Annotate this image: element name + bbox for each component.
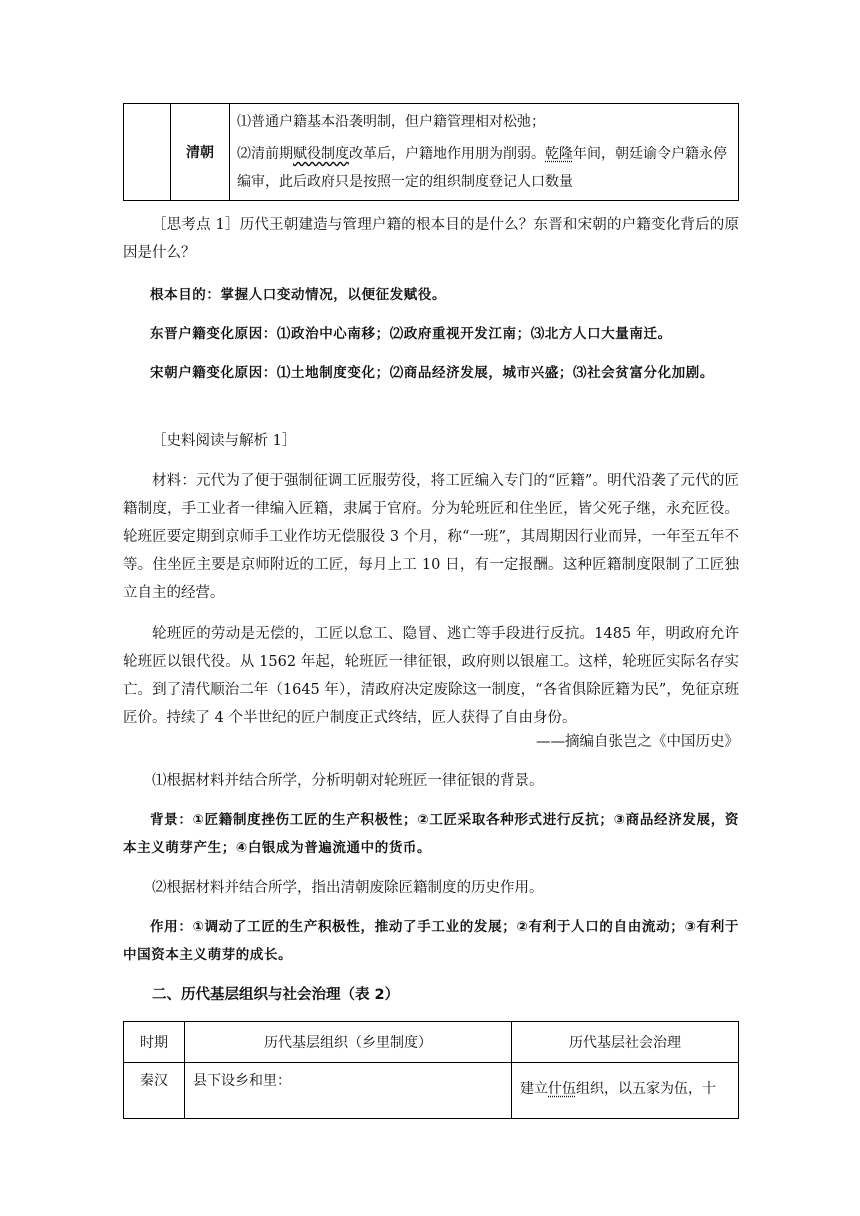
header-governance: 历代基层社会治理 [512, 1022, 739, 1063]
household-registration-table [123, 103, 739, 201]
reading-material-paragraph-2: 轮班匠的劳动是无偿的，工匠以怠工、隐冒、逃亡等手段进行反抗。1485 年，明政府允许轮班匠以银代役。从 1562 年起，轮班匠一律征银，政府则以银雇工。这样，轮班匠实际名存实亡。到了清代顺治二年（1645 年），清政府决定废除这一制度，“各省俱除匠籍为民”，免征京班匠价。持续了 4 个半世纪的匠户制度正式终结，匠人获得了自由身份。 [123, 626, 739, 726]
reading-material-paragraph-1: 材料：元代为了便于强制征调工匠服劳役，将工匠编入专门的“匠籍”。明代沿袭了元代的匠籍制度，手工业者一律编入匠籍，隶属于官府。分为轮班匠和住坐匠，皆父死子继，永充匠役。轮班匠要定期到京师手工业作坊无偿服役 3 个月，称“一班”，其周期因行业而异，一年至五年不等。住坐匠主要是京师附近的工匠，每月上工 10 日，有一定报酬。这种匠籍制度限制了工匠独立自主的经营。 [123, 473, 739, 601]
think-answer-eastern-jin: 东晋户籍变化原因：⑴政治中心南移；⑵政府重视开发江南；⑶北方人口大量南迁。 [150, 326, 672, 342]
description-line-1: ⑴普通户籍基本沿袭明制，但户籍管理相对松弛； [237, 114, 545, 130]
header-period: 时期 [124, 1022, 185, 1063]
question-1: ⑴根据材料并结合所学，分析明朝对轮班匠一律征银的背景。 [152, 773, 544, 789]
table-row [124, 104, 739, 201]
dynasty-cell: 清朝 [171, 104, 230, 201]
governance-cell: 建立什伍组织，以五家为伍，十 [512, 1063, 739, 1119]
organization-cell: 县下设乡和里： [185, 1063, 512, 1119]
table-header-row [124, 1022, 739, 1063]
think-point-question: ［思考点 1］历代王朝建造与管理户籍的根本目的是什么？东晋和宋朝的户籍变化背后的原因是什么？ [123, 217, 739, 261]
dynasty-description-cell [230, 104, 739, 201]
period-cell: 秦汉 [124, 1063, 185, 1119]
dotted-underlined-term: 乾隆 [545, 146, 573, 162]
grassroots-organization-table [123, 1021, 739, 1119]
question-2: ⑵根据材料并结合所学，指出清朝废除匠籍制度的历史作用。 [152, 880, 544, 896]
wavy-underlined-term: 赋役制度 [293, 146, 349, 162]
reading-title: ［史料阅读与解析 1］ [152, 433, 297, 449]
answer-1: 背景：①匠籍制度挫伤工匠的生产积极性；②工匠采取各种形式进行反抗；③商品经济发展，资本主义萌芽产生；④白银成为普遍流通中的货币。 [123, 812, 739, 856]
think-answer-song: 宋朝户籍变化原因：⑴土地制度变化；⑵商品经济发展，城市兴盛；⑶社会贫富分化加剧。 [150, 365, 714, 381]
table-cell-empty [124, 104, 171, 201]
header-organization: 历代基层组织（乡里制度） [185, 1022, 512, 1063]
section-heading: 二、历代基层组织与社会治理（表 2） [152, 987, 400, 1003]
answer-2: 作用：①调动了工匠的生产积极性，推动了手工业的发展；②有利于人口的自由流动；③有利于中国资本主义萌芽的成长。 [123, 919, 739, 963]
dotted-underlined-term: 什伍 [548, 1081, 576, 1097]
reading-source: ——摘编自张岂之《中国历史》 [536, 734, 739, 750]
think-answer-purpose: 根本目的：掌握人口变动情况，以便征发赋役。 [150, 287, 447, 303]
table-row [124, 1063, 739, 1119]
description-line-2: ⑵清前期赋役制度改革后，户籍地作用朋为削弱。乾隆年间，朝廷谕令户籍永停编审，此后政府只是按照一定的组织制度登记人口数量 [237, 146, 727, 190]
